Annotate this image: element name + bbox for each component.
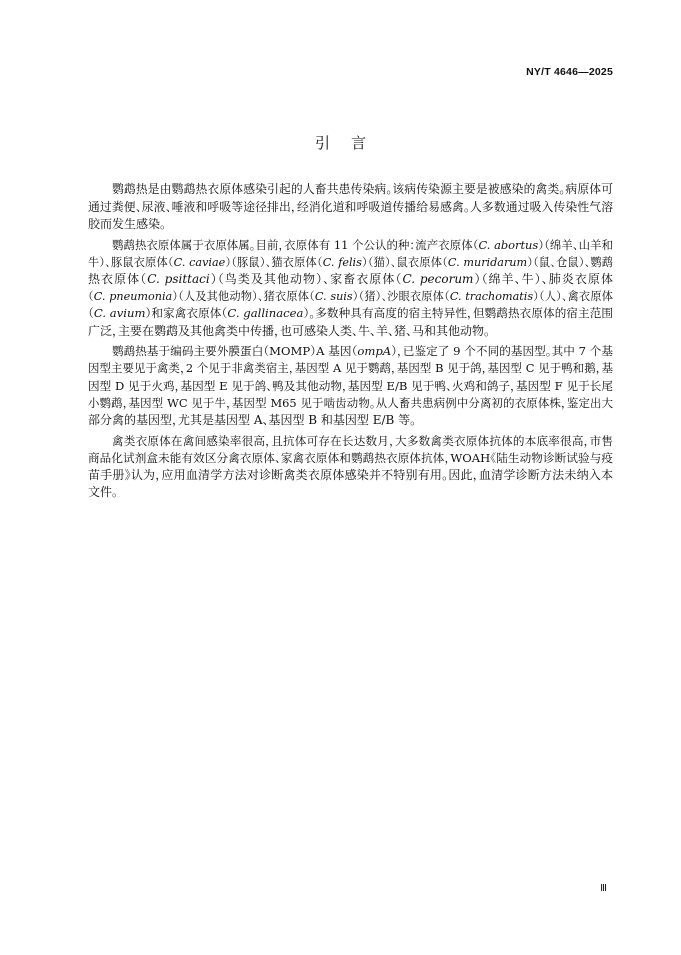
paragraph: [88, 237, 613, 340]
text-run: 胶而发生感染。: [88, 216, 167, 231]
text-run: ）（鸟类及其他动物）、家畜衣原体（: [209, 271, 403, 286]
text-run: 热衣原体（: [88, 271, 148, 286]
italic-term: ompA: [357, 344, 392, 359]
text-line: [88, 254, 613, 271]
text-run: ）（猫）、鼠衣原体（: [361, 255, 448, 269]
text-line: [88, 484, 613, 501]
text-line: [88, 323, 613, 340]
text-run: ），已鉴定了 9 个不同的基因型。其中 7 个基: [391, 344, 613, 359]
text-line: [88, 181, 613, 198]
text-line: [88, 412, 613, 429]
text-run: （: [88, 290, 94, 304]
text-run: （: [88, 306, 94, 321]
text-line: [88, 305, 613, 322]
italic-term: C. gallinacea: [227, 306, 304, 321]
paragraph: [88, 343, 613, 429]
text-run: 鹦鹉热基于编码主要外膜蛋白（MOMP）A 基因（: [112, 344, 358, 359]
page-number: Ⅲ: [600, 883, 607, 894]
text-run: 禽类衣原体在禽间感染率很高，且抗体可存在长达数月，大多数禽类衣原体抗体的本底率很高，市售: [112, 433, 613, 448]
standard-number: NY/T 4646—2025: [526, 66, 613, 78]
italic-term: C. avium: [93, 306, 146, 321]
text-run: 广泛，主要在鹦鹉及其他禽类中传播，也可感染人类、牛、羊、猪、马和其他动物。: [88, 323, 491, 338]
italic-term: C. abortus: [478, 237, 539, 252]
text-run: 商品化试剂盒未能有效区分禽衣原体、家禽衣原体和鹦鹉热衣原体抗体，WOAH《陆生动物诊断试验与疫: [88, 450, 613, 465]
text-line: [88, 433, 613, 450]
introduction-body: [88, 181, 613, 505]
text-run: ）（豚鼠）、猫衣原体（: [225, 255, 323, 269]
italic-term: C. caviae: [173, 255, 226, 269]
text-line: [88, 450, 613, 467]
text-run: 通过粪便、尿液、唾液和呼吸等途径排出，经消化道和呼吸道传播给易感禽。人多数通过吸入传染性气溶: [88, 199, 613, 214]
text-run: 因型主要见于禽类，2 个见于非禽类宿主，基因型 A 见于鹦鹉，基因型 B 见于鸽，基因型 C 见于鸭和鹅，基: [88, 361, 613, 376]
text-line: [88, 395, 613, 412]
paragraph: [88, 181, 613, 233]
text-line: [88, 237, 613, 254]
text-run: 苗手册》认为，应用血清学方法对诊断禽类衣原体感染并不特别有用。因此，血清学诊断方法未纳入本: [88, 468, 613, 483]
text-run: 小鹦鹉，基因型 WC 见于牛，基因型 M65 见于啮齿动物。从人畜共患病例中分离初的衣原体株，鉴定出大: [88, 395, 613, 410]
italic-term: C. muridarum: [447, 255, 528, 269]
text-line: [88, 271, 613, 288]
text-run: ）（猪）、沙眼衣原体（: [352, 290, 450, 304]
italic-term: C. pecorum: [402, 271, 474, 286]
text-run: 因型 D 见于火鸡，基因型 E 见于鸽、鸭及其他动物，基因型 E/B 见于鸭、火鸡和鸽子，基因型 F 见于长尾: [88, 378, 613, 393]
text-line: [88, 343, 613, 360]
text-run: 部分禽的基因型，尤其是基因型 A、基因型 B 和基因型 E/B 等。: [88, 413, 417, 428]
text-run: ）和家禽衣原体（: [145, 306, 228, 321]
text-run: 牛）、豚鼠衣原体（: [88, 255, 174, 269]
italic-term: C. felis: [322, 255, 362, 269]
section-title: 引 言: [314, 134, 369, 152]
text-line: [88, 216, 613, 233]
text-run: 文件。: [88, 485, 119, 500]
text-run: 鹦鹉热是由鹦鹉热衣原体感染引起的人畜共患传染病。该病传染源主要是被感染的禽类。病原体可: [112, 182, 613, 197]
text-run: ）（绵羊、牛）、肺炎衣原体: [473, 271, 613, 286]
text-run: ）（人及其他动物）、猪衣原体（: [172, 290, 315, 304]
text-line: [88, 360, 613, 377]
text-run: ）（鼠、仓鼠）、鹦鹉: [527, 255, 613, 269]
text-run: ）（人）、禽衣原体: [533, 290, 613, 304]
paragraph: [88, 433, 613, 502]
italic-term: C. pneumonia: [93, 290, 173, 304]
text-line: [88, 199, 613, 216]
text-line: [88, 288, 613, 305]
italic-term: C. trachomatis: [449, 290, 534, 304]
italic-term: C. psittaci: [147, 271, 210, 286]
text-run: 鹦鹉热衣原体属于衣原体属。目前，衣原体有 11 个公认的种：流产衣原体（: [112, 237, 479, 252]
italic-term: C. suis: [314, 290, 353, 304]
text-line: [88, 378, 613, 395]
text-run: ）（绵羊、山羊和: [538, 237, 613, 252]
text-run: ）。多数种具有高度的宿主特异性，但鹦鹉热衣原体的宿主范围: [303, 306, 613, 321]
text-line: [88, 467, 613, 484]
